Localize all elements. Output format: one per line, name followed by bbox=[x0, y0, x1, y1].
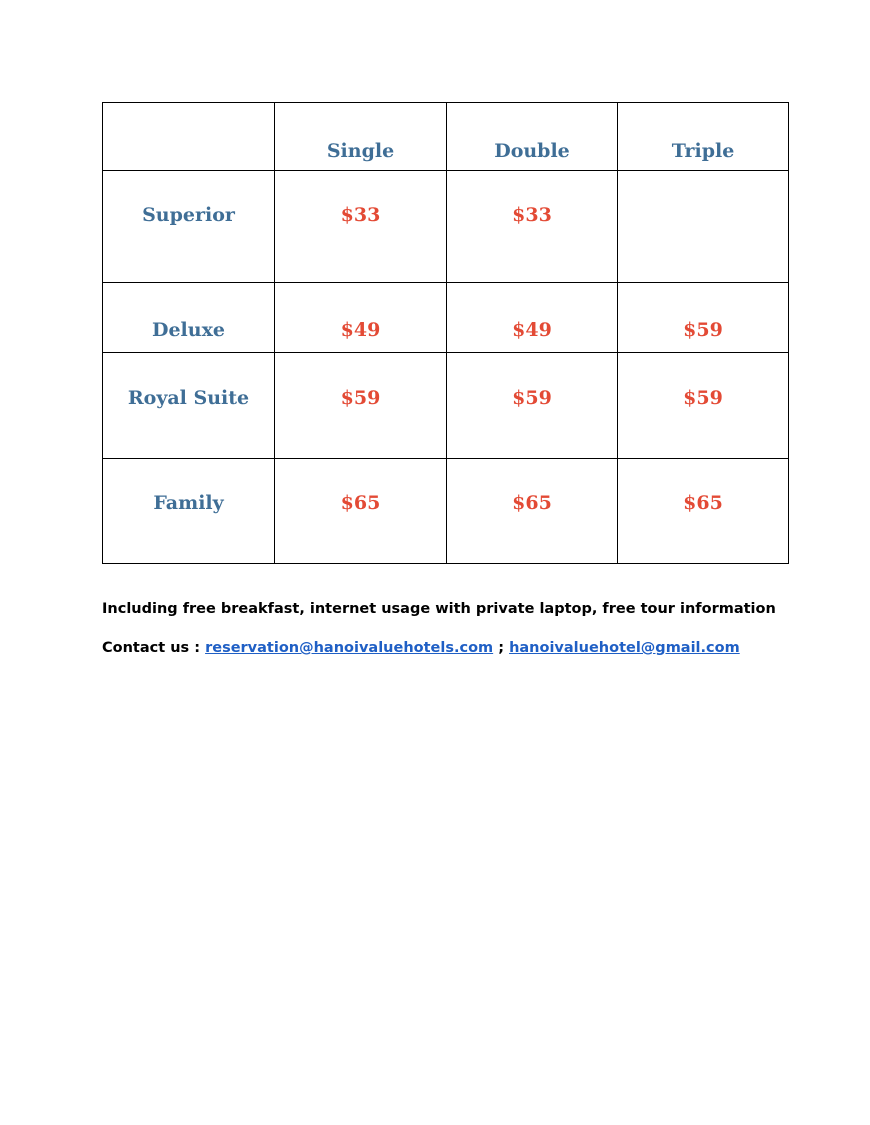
price-cell: $65 bbox=[275, 459, 447, 564]
column-header-triple: Triple bbox=[618, 103, 789, 171]
email-link-reservation[interactable]: reservation@hanoivaluehotels.com bbox=[205, 640, 494, 656]
row-label-royal-suite: Royal Suite bbox=[103, 353, 275, 459]
contact-separator: ; bbox=[493, 640, 510, 656]
column-header-single: Single bbox=[275, 103, 447, 171]
price-cell: $49 bbox=[275, 283, 447, 353]
price-cell: $59 bbox=[447, 353, 618, 459]
price-cell bbox=[618, 171, 789, 283]
row-label-family: Family bbox=[103, 459, 275, 564]
room-rate-table bbox=[102, 102, 789, 564]
row-label-superior: Superior bbox=[103, 171, 275, 283]
amenities-note: Including free breakfast, internet usage with private laptop, free tour information bbox=[102, 601, 776, 617]
header-corner-cell bbox=[103, 103, 275, 171]
contact-prefix: Contact us : bbox=[102, 640, 206, 656]
price-cell: $33 bbox=[275, 171, 447, 283]
price-cell: $59 bbox=[618, 283, 789, 353]
table-row bbox=[103, 171, 789, 283]
table-row bbox=[103, 353, 789, 459]
table-row bbox=[103, 283, 789, 353]
column-header-double: Double bbox=[447, 103, 618, 171]
price-cell: $33 bbox=[447, 171, 618, 283]
table-row bbox=[103, 459, 789, 564]
price-cell: $65 bbox=[447, 459, 618, 564]
row-label-deluxe: Deluxe bbox=[103, 283, 275, 353]
price-cell: $49 bbox=[447, 283, 618, 353]
price-cell: $65 bbox=[618, 459, 789, 564]
email-link-gmail[interactable]: hanoivaluehotel@gmail.com bbox=[509, 640, 740, 656]
table-header-row bbox=[103, 103, 789, 171]
contact-line bbox=[102, 640, 740, 656]
price-cell: $59 bbox=[275, 353, 447, 459]
price-cell: $59 bbox=[618, 353, 789, 459]
